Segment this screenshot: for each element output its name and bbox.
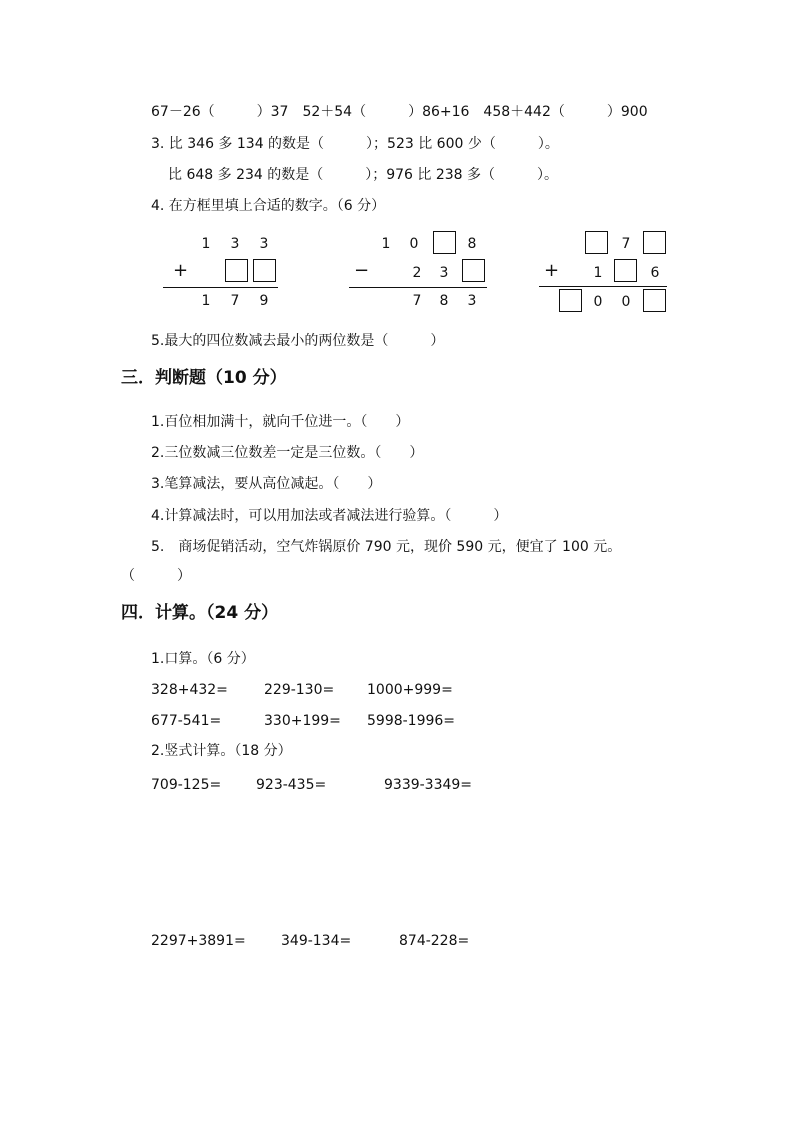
digit: 6	[650, 265, 660, 281]
question-5: 5.最大的四位数减去最小的两位数是（ ）	[151, 333, 445, 349]
judgement-item: 1.百位相加满十，就向千位进一。（ ）	[151, 414, 410, 430]
minus-sign: −	[354, 260, 370, 281]
answer-box[interactable]	[643, 289, 666, 312]
answer-box[interactable]	[614, 259, 637, 282]
digit: 0	[409, 236, 419, 252]
sum-line	[163, 287, 278, 288]
vertical-problem: 9339-3349=	[384, 777, 473, 793]
digit: 7	[412, 293, 422, 309]
question-3-line-2: 比 648 多 234 的数是（ ）；976 比 238 多（ ）。	[168, 167, 559, 183]
plus-sign: +	[173, 260, 189, 281]
digit: 1	[381, 236, 391, 252]
digit: 1	[201, 293, 211, 309]
judgement-item: 4.计算减法时，可以用加法或者减法进行验算。（ ）	[151, 508, 508, 524]
oral-calc-title: 1.口算。（6 分）	[151, 651, 255, 667]
digit: 3	[439, 265, 449, 281]
judgement-item: 5. 商场促销活动，空气炸锅原价 790 元，现价 590 元，便宜了 100 元。	[151, 539, 622, 555]
section-3-heading: 三．判断题（10 分）	[121, 368, 287, 388]
oral-problem: 229-130=	[264, 682, 335, 698]
vertical-problem: 923-435=	[256, 777, 327, 793]
oral-problem: 328+432=	[151, 682, 228, 698]
judgement-item-5-paren: （ ）	[121, 568, 191, 584]
answer-box[interactable]	[225, 259, 248, 282]
sum-line	[539, 286, 667, 287]
digit: 8	[467, 236, 477, 252]
digit: 7	[621, 236, 631, 252]
section-4-heading: 四．计算。（24 分）	[121, 603, 279, 623]
difference-line	[349, 287, 487, 288]
digit: 7	[230, 293, 240, 309]
judgement-item: 3.笔算减法，要从高位减起。（ ）	[151, 476, 382, 492]
oral-problem: 5998-1996=	[367, 713, 456, 729]
digit: 8	[439, 293, 449, 309]
digit: 0	[593, 294, 603, 310]
judgement-item: 2.三位数减三位数差一定是三位数。（ ）	[151, 445, 424, 461]
answer-box[interactable]	[585, 231, 608, 254]
digit: 1	[593, 265, 603, 281]
answer-box[interactable]	[643, 231, 666, 254]
vertical-calc-title: 2.竖式计算。（18 分）	[151, 743, 292, 759]
vertical-problem: 709-125=	[151, 777, 222, 793]
digit: 9	[259, 293, 269, 309]
comparison-row: 67－26（ ）37 52＋54（ ）86+16 458＋442（ ）900	[151, 104, 648, 120]
answer-box[interactable]	[433, 231, 456, 254]
vertical-problem: 2297+3891=	[151, 933, 246, 949]
answer-box[interactable]	[559, 289, 582, 312]
digit: 3	[230, 236, 240, 252]
plus-sign: +	[544, 260, 560, 281]
vertical-problem: 349-134=	[281, 933, 352, 949]
digit: 2	[412, 265, 422, 281]
question-4-title: 4. 在方框里填上合适的数字。（6 分）	[151, 198, 386, 214]
digit: 0	[621, 294, 631, 310]
digit: 3	[259, 236, 269, 252]
vertical-problem: 874-228=	[399, 933, 470, 949]
answer-box[interactable]	[462, 259, 485, 282]
oral-problem: 677-541=	[151, 713, 222, 729]
question-3-line-1: 3. 比 346 多 134 的数是（ ）；523 比 600 少（ ）。	[151, 136, 559, 152]
digit: 3	[467, 293, 477, 309]
digit: 1	[201, 236, 211, 252]
oral-problem: 330+199=	[264, 713, 341, 729]
answer-box[interactable]	[253, 259, 276, 282]
oral-problem: 1000+999=	[367, 682, 453, 698]
